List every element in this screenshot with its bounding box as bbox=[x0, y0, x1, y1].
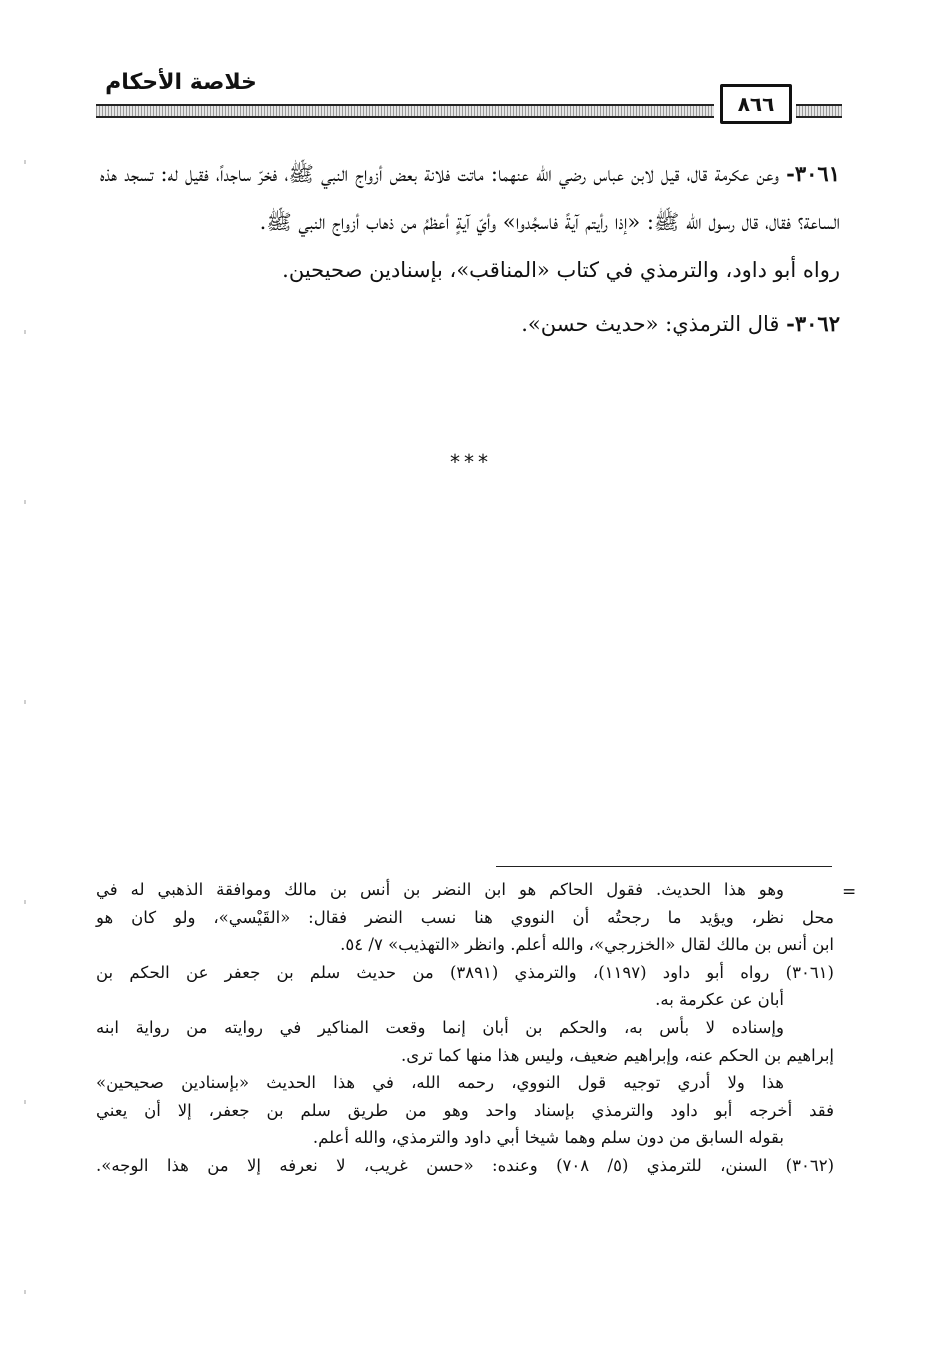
footnote-line: ابن أنس بن مالك لقال «الخزرجي»، والله أعلم. وانظر «التهذيب» ٧/ ٥٤. bbox=[340, 935, 834, 955]
header-rule-left bbox=[96, 104, 714, 118]
hadith-number-3062: ٣٠٦٢- bbox=[786, 311, 840, 336]
footnote-continuation-marker: = bbox=[842, 882, 857, 902]
footnote-line: فقد أخرجه أبو داود والترمذي بإسناد واحد وهو من طريق سلم بن جعفر، إلا أن يعني bbox=[96, 1100, 834, 1120]
running-title: خلاصة الأحكام bbox=[105, 70, 257, 95]
scan-edge-mark bbox=[24, 700, 26, 704]
footnote-line: هذا ولا أدري توجيه قول النووي، رحمه الله، في هذا الحديث «بإسنادين صحيحين» bbox=[96, 1073, 784, 1093]
hadith-number-3061: ٣٠٦١- bbox=[786, 161, 840, 186]
page-number: ٨٦٦ bbox=[720, 84, 792, 124]
hadith-3061-line-1: وعن عكرمة قال، قيل لابن عباس رضي الله عنهما: ماتت فلانة bbox=[424, 162, 779, 186]
scan-edge-mark bbox=[24, 160, 26, 164]
page-header bbox=[96, 62, 842, 126]
footnote-3062: (٣٠٦٢) السنن، للترمذي (٥/ ٧٠٨) وعنده: «حسن غريب، لا نعرفه إلا من هذا الوجه». bbox=[96, 1155, 834, 1175]
scan-edge-mark bbox=[24, 1290, 26, 1294]
section-separator: *** bbox=[450, 450, 492, 474]
footnote-line: وإسناده لا بأس به، والحكم بن أبان إنما وقعت المناكير في روايته من رواية ابنه bbox=[96, 1017, 784, 1037]
footnote-3061: (٣٠٦١) رواه أبو داود (١١٩٧)، والترمذي (٣٨٩١) من حديث سلم بن جعفر عن الحكم بن bbox=[96, 962, 834, 982]
scan-edge-mark bbox=[24, 500, 26, 504]
hadith-3061-line-2: بعض أزواج النبي ﷺ، فخرّ ساجداً، فقيل له: تسجد هذه الساعة؟ فقال، قال bbox=[100, 162, 840, 234]
footnote-line: إبراهيم بن الحكم عنه، وإبراهيم ضعيف، وليس هذا منها كما ترى. bbox=[400, 1045, 834, 1065]
hadith-3062 bbox=[100, 300, 840, 348]
footnote-line: بقوله السابق من دون سلم وهما شيخا أبي داود والترمذي، والله أعلم. bbox=[312, 1128, 784, 1148]
hadith-3062-text: قال الترمذي: «حديث حسن». bbox=[521, 312, 780, 336]
footnote-line: أبان عن عكرمة به. bbox=[655, 990, 784, 1010]
hadith-3061 bbox=[100, 150, 840, 294]
hadith-3061-line-4: رواه أبو داود، والترمذي في كتاب «المناقب»، بإسنادين صحيحين. bbox=[282, 258, 840, 282]
scan-edge-mark bbox=[24, 1100, 26, 1104]
header-rule-right bbox=[796, 104, 842, 118]
footnote-line: محل نظر، ويؤيد ما رجحتُه أن النووي هنا نسب النضر فقال: «القَيْسي»، ولو كان هو bbox=[96, 907, 834, 927]
footnotes bbox=[96, 876, 834, 1180]
footnote-rule bbox=[496, 866, 832, 867]
hadith-3061-line-3: رسول الله ﷺ: «إذا رأيتم آيةً فاسجُدوا» وأيّ آيةٍ أعظمُ من ذهاب أزواج النبي ﷺ. bbox=[259, 210, 735, 234]
scan-edge-mark bbox=[24, 900, 26, 904]
footnote-line: وهو هذا الحديث. فقول الحاكم هو ابن النضر بن أنس بن مالك وموافقة الذهبي له في bbox=[96, 880, 784, 899]
scan-edge-mark bbox=[24, 330, 26, 334]
main-text bbox=[100, 150, 840, 348]
